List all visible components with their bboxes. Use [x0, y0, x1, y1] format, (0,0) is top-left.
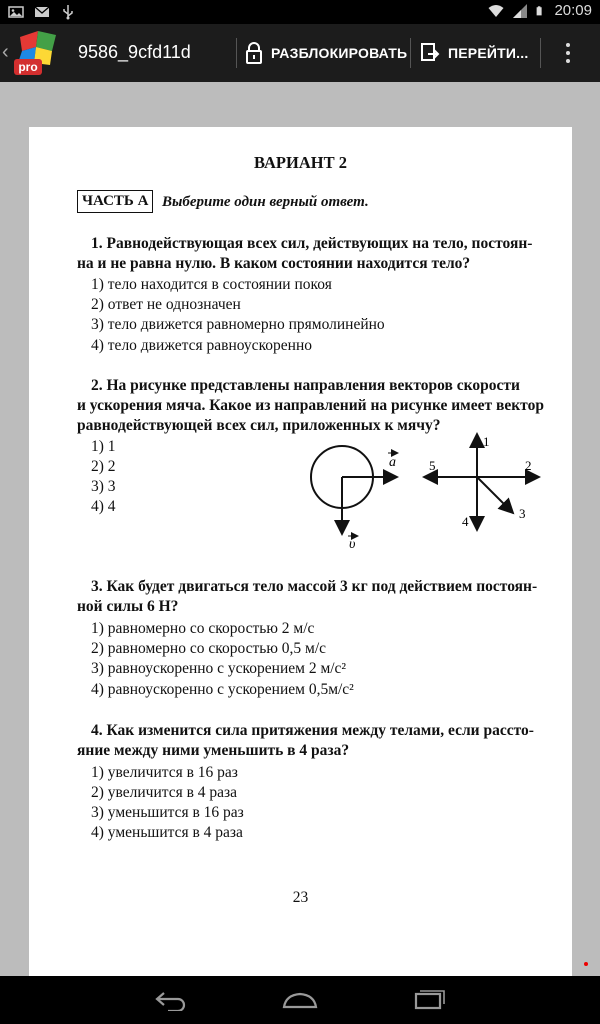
home-button[interactable] — [280, 986, 320, 1014]
logo-badge: pro — [18, 60, 38, 74]
direction-3-arrow — [477, 477, 513, 513]
unlock-button[interactable] — [245, 38, 407, 68]
recent-apps-icon — [410, 989, 446, 1011]
vectors-figure — [307, 432, 547, 552]
question-line: яние между ними уменьшить в 4 раза? — [77, 742, 350, 759]
variant-title: ВАРИАНТ 2 — [254, 153, 347, 172]
answer-option: 1) увеличится в 16 раз — [91, 764, 238, 781]
question-4 — [77, 721, 547, 761]
question-line: равнодействующей всех сил, приложенных к мячу? — [77, 417, 441, 434]
divider — [236, 38, 237, 68]
question-1 — [77, 234, 547, 274]
page-number: 23 — [292, 889, 309, 906]
clock: 20:09 — [554, 2, 592, 19]
recent-apps-button[interactable] — [408, 986, 448, 1014]
home-icon — [280, 989, 320, 1011]
question-line: ной силы 6 Н? — [77, 598, 179, 615]
battery-icon — [536, 3, 546, 19]
velocity-label: υ — [349, 537, 356, 552]
answer-option: 2) равномерно со скоростью 0,5 м/с — [91, 640, 327, 657]
answer-option: 2) ответ не однозначен — [91, 296, 241, 313]
question-2 — [77, 376, 547, 436]
recording-indicator — [584, 962, 588, 966]
document-viewer[interactable] — [0, 82, 600, 976]
image-notification-icon — [8, 4, 24, 20]
answer-option: 3) равноускоренно с ускорением 2 м/с² — [91, 660, 347, 677]
question-line: 4. Как изменится сила притяжения между телами, если рассто- — [91, 722, 534, 739]
direction-label: 5 — [429, 458, 436, 473]
answer-option: 3) 3 — [91, 478, 116, 495]
answer-option: 1) 1 — [91, 438, 116, 455]
direction-label: 1 — [483, 434, 490, 449]
direction-label: 4 — [462, 514, 469, 529]
back-chevron-icon[interactable]: ‹ — [2, 41, 9, 63]
status-bar — [0, 0, 600, 24]
answer-option: 2) 2 — [91, 458, 116, 475]
question-line: 1. Равнодействующая всех сил, действующих на тело, постоян- — [91, 235, 533, 252]
direction-label: 2 — [525, 458, 532, 473]
part-instruction: Выберите один верный ответ. — [162, 194, 369, 210]
answer-option: 4) 4 — [91, 498, 116, 515]
answer-option: 3) уменьшится в 16 раз — [91, 804, 244, 821]
answer-option: 2) увеличится в 4 раза — [91, 784, 238, 801]
document-title: 9586_9cfd11d — [78, 42, 191, 62]
answer-option: 1) равномерно со скоростью 2 м/с — [91, 620, 315, 637]
question-3 — [77, 577, 547, 617]
acceleration-label: a — [389, 455, 396, 470]
lock-icon — [245, 42, 263, 64]
back-button[interactable] — [152, 986, 192, 1014]
goto-page-button[interactable] — [420, 38, 528, 68]
divider — [540, 38, 541, 68]
overflow-menu-button[interactable] — [556, 38, 580, 68]
question-line: на и не равна нулю. В каком состоянии находится тело? — [77, 255, 471, 272]
answer-option: 4) уменьшится в 4 раза — [91, 824, 243, 841]
app-bar — [0, 24, 600, 82]
goto-label: ПЕРЕЙТИ... — [448, 45, 529, 61]
divider — [410, 38, 411, 68]
question-line: 3. Как будет двигаться тело массой 3 кг под действием постоян- — [91, 578, 538, 595]
unlock-label: РАЗБЛОКИРОВАТЬ — [271, 45, 408, 61]
question-line: 2. На рисунке представлены направления векторов скорости — [91, 377, 520, 394]
answer-option: 4) равноускоренно с ускорением 0,5м/с² — [91, 681, 354, 698]
direction-label: 3 — [519, 506, 526, 521]
question-line: и ускорения мяча. Какое из направлений на рисунке имеет вектор — [77, 397, 544, 414]
mail-notification-icon — [34, 4, 50, 20]
goto-page-icon — [420, 42, 440, 64]
answer-option: 4) тело движется равноускоренно — [91, 337, 313, 354]
part-label: ЧАСТЬ А — [77, 190, 153, 213]
answer-option: 3) тело движется равномерно прямолинейно — [91, 316, 385, 333]
usb-notification-icon — [60, 4, 76, 20]
answer-option: 1) тело находится в состоянии покоя — [91, 276, 332, 293]
officesuite-logo-icon[interactable] — [12, 31, 62, 77]
signal-icon — [512, 3, 528, 19]
wifi-icon — [488, 3, 504, 19]
back-icon — [154, 989, 190, 1011]
navigation-bar — [0, 976, 600, 1024]
document-page — [29, 127, 572, 977]
